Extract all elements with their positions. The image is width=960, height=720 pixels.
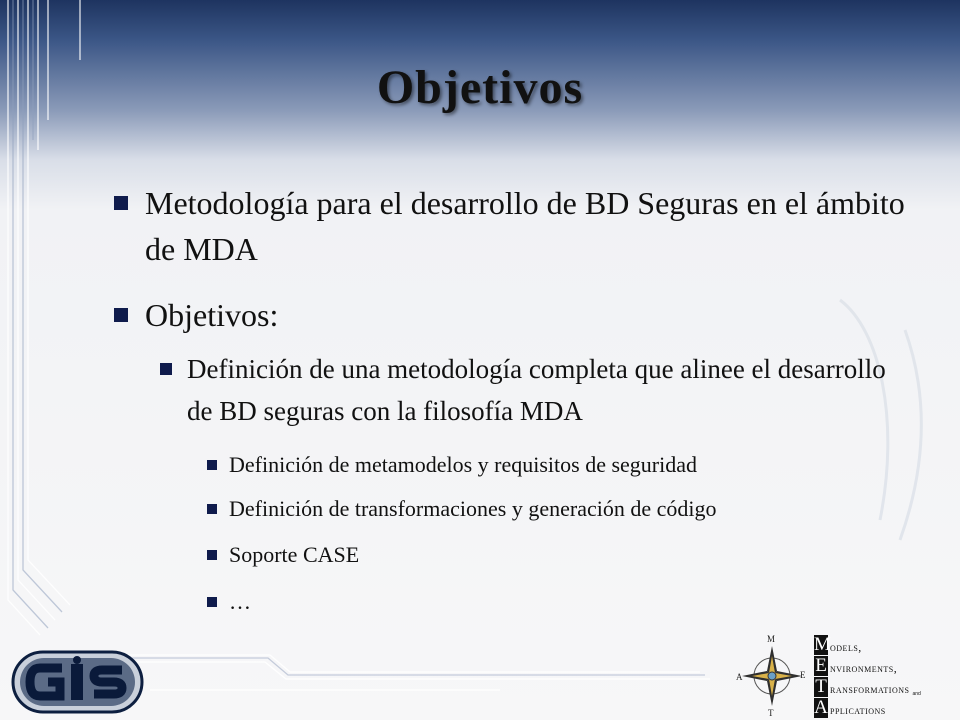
bullet-text: Definición de transformaciones y generación de código [229, 496, 717, 521]
compass-label-w: A [736, 672, 743, 682]
sub-sub-bullet-case [229, 535, 909, 575]
compass-label-e: E [800, 670, 806, 680]
bullet-text: Definición de metamodelos y requisitos de seguridad [229, 452, 697, 477]
sub-sub-bullet-ellipsis [229, 582, 909, 622]
bullet-square-icon [207, 597, 217, 607]
bullet-text: Soporte CASE [229, 542, 360, 567]
meta-row-models [814, 635, 862, 655]
bullet-text: Metodología para el desarrollo de BD Seguras en el ámbito de MDA [145, 185, 905, 267]
bullet-square-icon [207, 504, 217, 514]
sub-bullet-definition [187, 348, 907, 432]
sub-sub-bullet-transformations [229, 489, 909, 529]
meta-cap: E [815, 655, 827, 676]
meta-word: pplications [830, 703, 886, 717]
bullet-text: Definición de una metodología completa que alinee el desarrollo de BD seguras con la filosofía MDA [187, 354, 886, 426]
meta-small-word: and [912, 691, 921, 697]
bullet-text: … [229, 589, 251, 614]
bullet-square-icon [114, 196, 128, 210]
compass-icon [734, 632, 810, 720]
meta-cap: T [815, 676, 827, 697]
meta-row-environments [814, 656, 897, 676]
bullet-objectives [145, 292, 925, 338]
bullet-square-icon [207, 550, 217, 560]
bullet-text: Objetivos: [145, 297, 279, 333]
meta-word: nvironments, [830, 661, 898, 675]
meta-word: ransformations [830, 682, 910, 696]
bullet-square-icon [114, 308, 128, 322]
compass-label-n: M [767, 634, 776, 644]
meta-logo [814, 635, 960, 720]
slide-title: Objetivos [376, 61, 584, 114]
meta-row-transformations [814, 677, 921, 697]
meta-cap: M [814, 634, 831, 655]
meta-word: odels, [830, 640, 862, 654]
meta-row-applications [814, 698, 886, 718]
gis-logo [10, 648, 145, 716]
bullet-square-icon [160, 363, 172, 375]
bullet-square-icon [207, 460, 217, 470]
sub-sub-bullet-metamodels [229, 445, 909, 485]
meta-cap: A [814, 697, 828, 718]
bullet-methodology [145, 180, 925, 272]
compass-label-s: T [768, 708, 774, 718]
